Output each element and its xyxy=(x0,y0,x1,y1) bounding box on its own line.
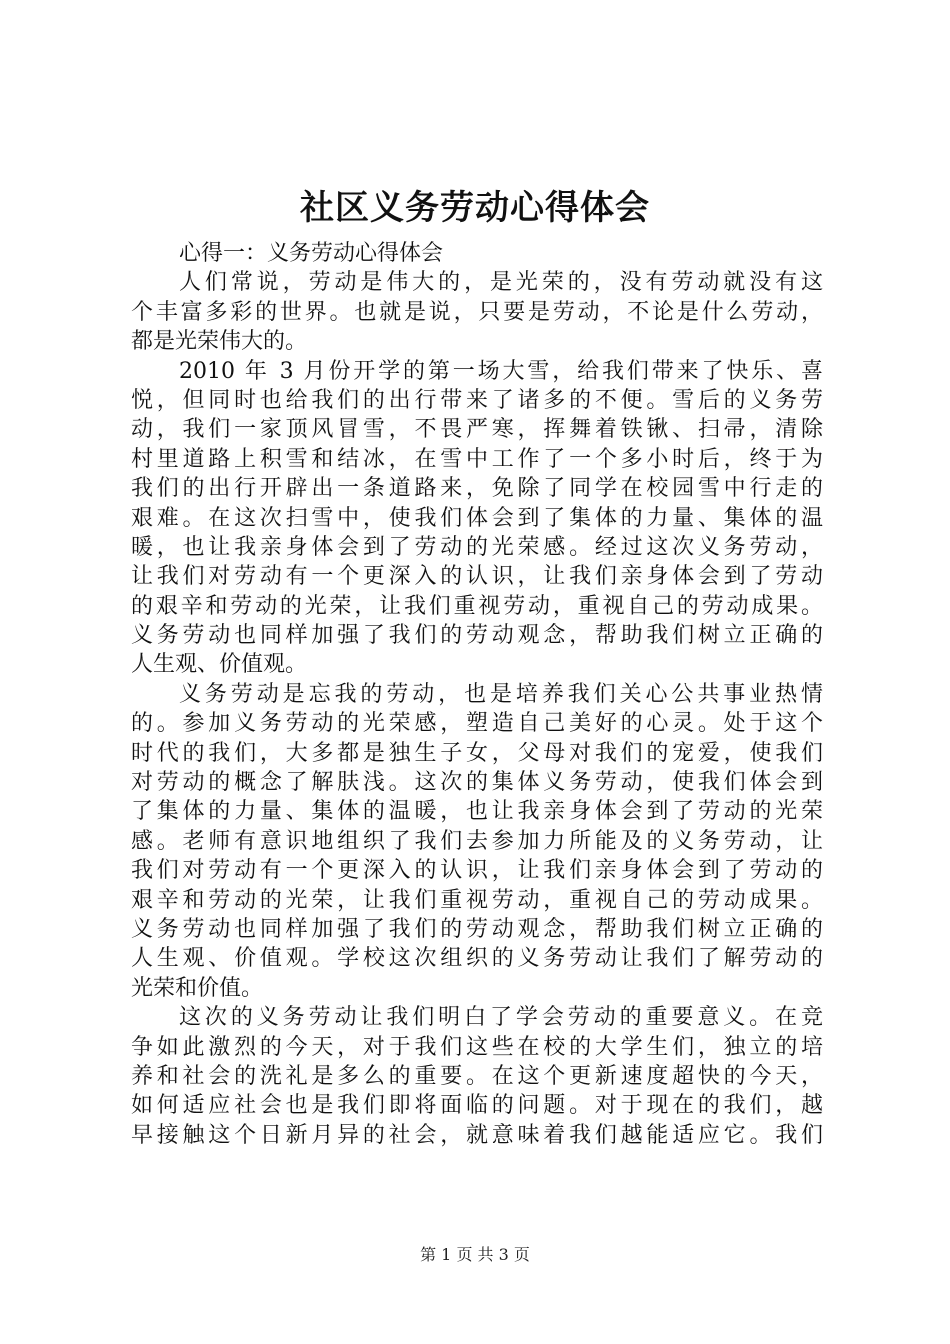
text-line: 对劳动的概念了解肤浅。这次的集体义务劳动，使我们体会到 xyxy=(131,770,823,796)
text-line: 个丰富多彩的世界。也就是说，只要是劳动，不论是什么劳动， xyxy=(131,299,823,325)
text-line: 村里道路上积雪和结冰，在雪中工作了一个多小时后，终于为 xyxy=(131,446,823,472)
document-body xyxy=(131,239,823,1150)
text-line: 我们的出行开辟出一条道路来，免除了同学在校园雪中行走的 xyxy=(131,476,823,502)
text-line: 了集体的力量、集体的温暖，也让我亲身体会到了劳动的光荣 xyxy=(131,799,823,825)
text-line: 人生观、价值观。学校这次组织的义务劳动让我们了解劳动的 xyxy=(131,946,823,972)
text-line: 悦，但同时也给我们的出行带来了诸多的不便。雪后的义务劳 xyxy=(131,387,823,413)
page-footer: 第 1 页 共 3 页 xyxy=(420,1245,530,1264)
document-title: 社区义务劳动心得体会 xyxy=(300,188,650,228)
text-line: 暖，也让我亲身体会到了劳动的光荣感。经过这次义务劳动， xyxy=(131,534,823,560)
text-line: 争如此激烈的今天，对于我们这些在校的大学生们，独立的培 xyxy=(131,1034,823,1060)
text-line: 如何适应社会也是我们即将面临的问题。对于现在的我们，越 xyxy=(131,1093,823,1119)
text-line: 时代的我们，大多都是独生子女，父母对我们的宠爱，使我们 xyxy=(131,740,823,766)
text-line: 心得一：义务劳动心得体会 xyxy=(179,241,444,266)
text-line: 艰难。在这次扫雪中，使我们体会到了集体的力量、集体的温 xyxy=(131,505,823,531)
text-line: 让我们对劳动有一个更深入的认识，让我们亲身体会到了劳动 xyxy=(131,564,823,590)
text-line: 艰辛和劳动的光荣，让我们重视劳动，重视自己的劳动成果。 xyxy=(131,887,823,913)
text-line: 光荣和价值。 xyxy=(131,975,264,1001)
text-line: 感。老师有意识地组织了我们去参加力所能及的义务劳动，让 xyxy=(131,828,823,854)
text-line: 早接触这个日新月异的社会，就意味着我们越能适应它。我们 xyxy=(131,1122,823,1148)
text-line: 都是光荣伟大的。 xyxy=(131,329,308,355)
text-line: 我们对劳动有一个更深入的认识，让我们亲身体会到了劳动的 xyxy=(131,858,823,884)
text-line: 人生观、价值观。 xyxy=(131,652,308,678)
text-line: 动，我们一家顶风冒雪，不畏严寒，挥舞着铁锹、扫帚，清除 xyxy=(131,417,823,443)
text-line: 2010 年 3 月份开学的第一场大雪，给我们带来了快乐、喜 xyxy=(179,358,823,384)
text-line: 养和社会的洗礼是多么的重要。在这个更新速度超快的今天， xyxy=(131,1063,823,1089)
text-line: 义务劳动也同样加强了我们的劳动观念，帮助我们树立正确的 xyxy=(131,623,823,649)
text-line: 义务劳动也同样加强了我们的劳动观念，帮助我们树立正确的 xyxy=(131,916,823,942)
text-line: 义务劳动是忘我的劳动，也是培养我们关心公共事业热情 xyxy=(179,681,823,707)
text-line: 的艰辛和劳动的光荣，让我们重视劳动，重视自己的劳动成果。 xyxy=(131,593,823,619)
text-line: 人们常说，劳动是伟大的，是光荣的，没有劳动就没有这 xyxy=(179,270,823,296)
text-line: 的。参加义务劳动的光荣感，塑造自己美好的心灵。处于这个 xyxy=(131,711,823,737)
text-line: 这次的义务劳动让我们明白了学会劳动的重要意义。在竞 xyxy=(179,1005,823,1031)
